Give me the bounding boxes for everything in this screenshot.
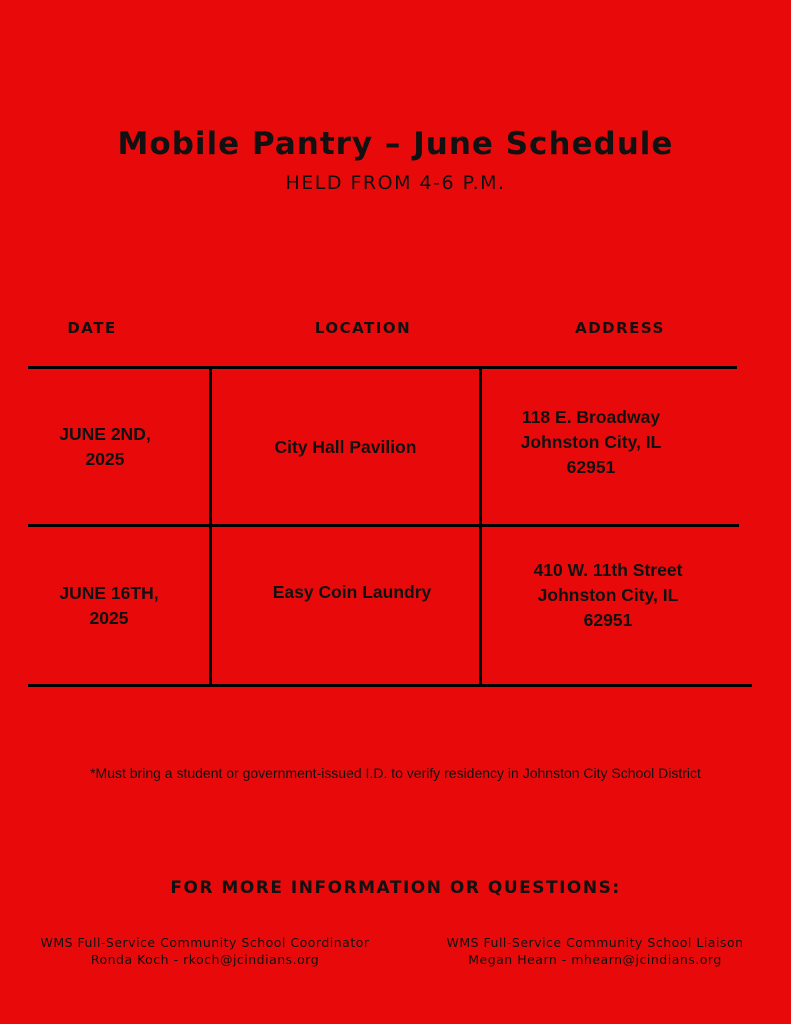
address-line: 118 E. Broadway	[521, 406, 661, 427]
address-line: 410 W. 11th Street	[533, 560, 683, 580]
id-requirement-note: *Must bring a student or government-issued I.D. to verify residency in Johnston City School District	[90, 765, 701, 781]
more-info-heading: FOR MORE INFORMATION OR QUESTIONS:	[170, 878, 621, 898]
contact-role: WMS Full-Service Community School Liaison	[446, 935, 744, 950]
address-line: Johnston City, IL	[537, 585, 679, 605]
contact-person[interactable]: Ronda Koch - rkoch@jcindians.org	[90, 952, 320, 967]
date-line: 2025	[85, 449, 125, 469]
header-location: LOCATION	[314, 319, 412, 337]
address-cell	[482, 360, 700, 524]
date-cell	[20, 370, 190, 524]
table-line	[28, 684, 752, 687]
page-title: Mobile Pantry – June Schedule	[117, 126, 674, 162]
contact-liaison	[400, 934, 790, 968]
date-line: JUNE 16TH,	[59, 582, 159, 603]
address-cell	[482, 517, 734, 674]
contact-role: WMS Full-Service Community School Coordinator	[40, 935, 370, 950]
location-cell: City Hall Pavilion	[274, 436, 417, 457]
contact-person[interactable]: Megan Hearn - mhearn@jcindians.org	[468, 952, 722, 967]
header-address: ADDRESS	[575, 319, 665, 337]
contact-coordinator	[10, 934, 400, 968]
location-cell: Easy Coin Laundry	[272, 581, 432, 602]
date-line: JUNE 2ND,	[59, 424, 151, 444]
header-date: DATE	[67, 319, 117, 337]
date-cell	[24, 527, 194, 684]
address-line: 62951	[566, 456, 616, 477]
address-line: 62951	[583, 610, 633, 630]
subtitle: HELD FROM 4-6 P.M.	[285, 172, 506, 194]
address-line: Johnston City, IL	[520, 431, 662, 452]
date-line: 2025	[89, 607, 129, 628]
